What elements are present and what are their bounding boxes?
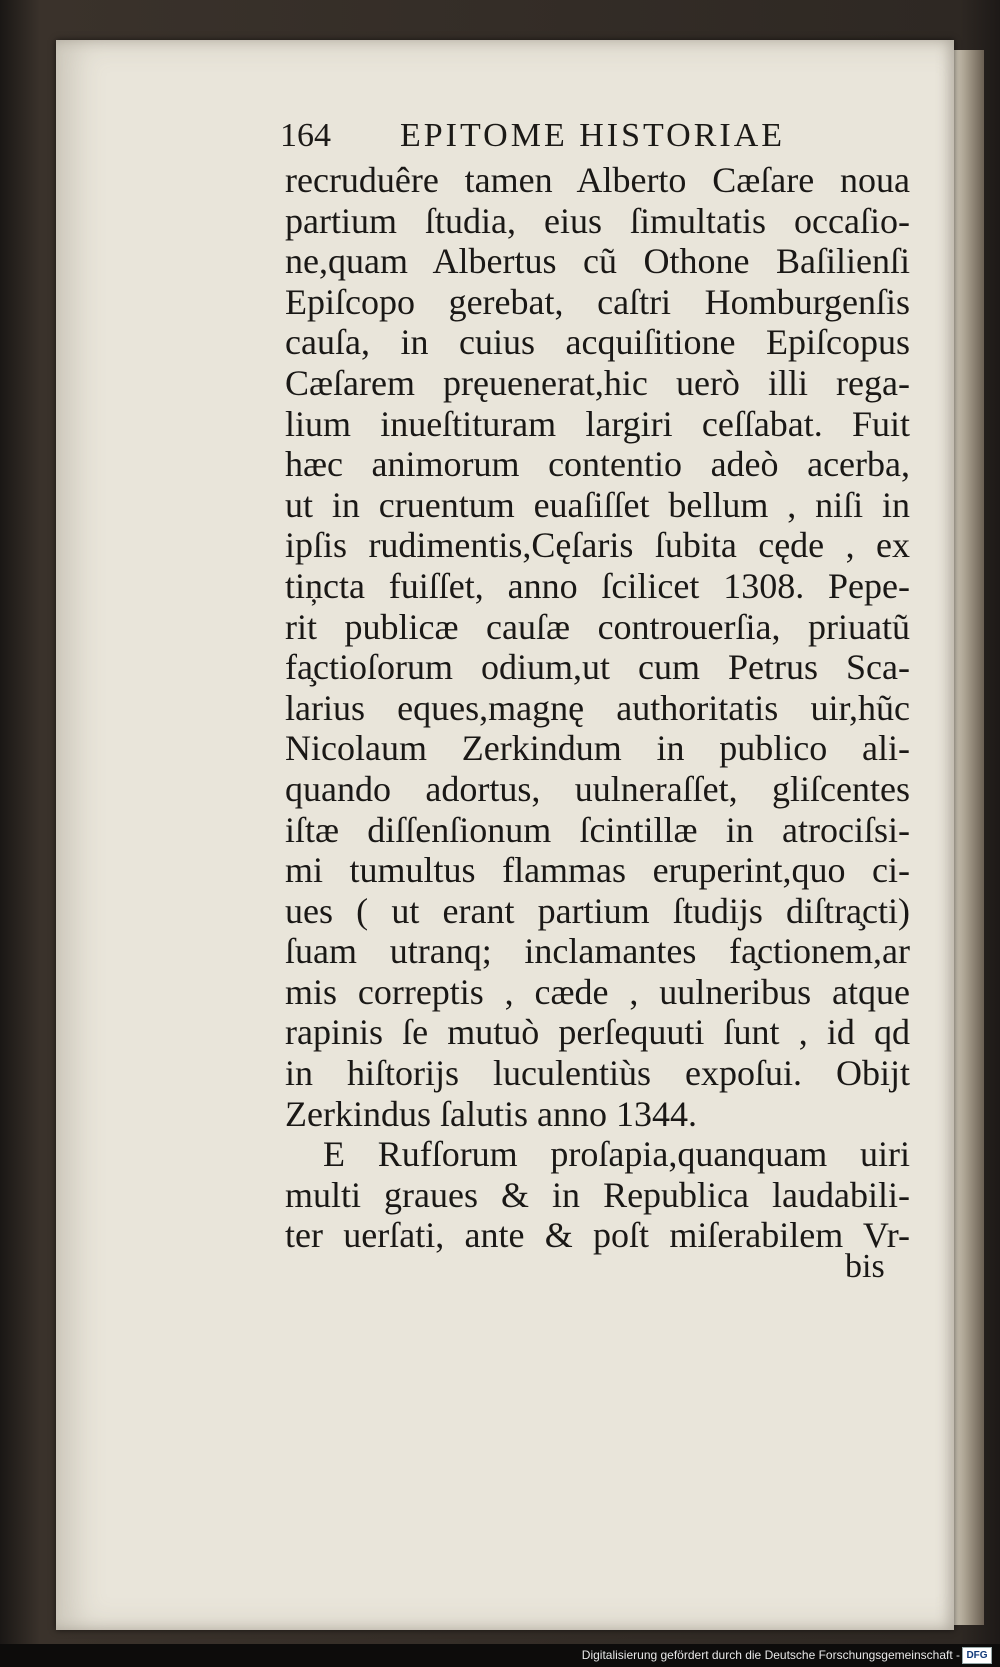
body-text [285, 160, 910, 1256]
text-line: partium ſtudia, eius ſimultatis occaſio- [285, 200, 910, 241]
running-head: EPITOME HISTORIAE [400, 117, 786, 154]
text-line: mis correptis , cæde , uulneribus atque [285, 971, 910, 1012]
text-line: Nicolaum Zerkindum in publico ali- [285, 728, 910, 769]
digitization-credit: Digitalisierung gefördert durch die Deutsche Forschungsgemeinschaft - [581, 1648, 960, 1662]
text-line: Cæſarem pręuenerat,hic uerò illi rega- [285, 362, 910, 403]
page-number: 164 [280, 117, 331, 154]
text-line: ipſis rudimentis,Cęſaris ſubita cęde , ex [285, 525, 910, 566]
text-line: ter uerſati, ante & poſt miſerabilem Vr- [285, 1215, 910, 1256]
text-line: lium inueſtituram largiri ceſſabat. Fuit [285, 403, 910, 444]
text-line: rit publicæ cauſæ controuerſia, priuatũ [285, 606, 910, 647]
page-edge [954, 50, 984, 1625]
text-line: fa̧ctioſorum odium,ut cum Petrus Sca- [285, 647, 910, 688]
text-line: tiņcta fuiſſet, anno ſcilicet 1308. Pepe- [285, 565, 910, 606]
text-line: quando adortus, uulneraſſet, gliſcentes [285, 768, 910, 809]
text-line: ſuam utranq; inclamantes fa̧ctionem,ar [285, 931, 910, 972]
text-line: Epiſcopo gerebat, caſtri Homburgenſis [285, 281, 910, 322]
text-line: ut in cruentum euaſiſſet bellum , niſi in [285, 484, 910, 525]
text-line: ues ( ut erant partium ſtudijs diſtra̧cti) [285, 890, 910, 931]
text-line: E Rufſorum proſapia,quanquam uiri [323, 1134, 910, 1175]
text-line: hæc animorum contentio adeò acerba, [285, 444, 910, 485]
text-line: ne,quam Albertus cũ Othone Baſilienſi [285, 241, 910, 282]
text-line: in hiſtorijs luculentiùs expoſui. Obijt [285, 1053, 910, 1094]
text-line: iſtæ diſſenſionum ſcintillæ in atrociſsi- [285, 809, 910, 850]
dfg-logo-icon: DFG [962, 1647, 992, 1664]
text-line: Zerkindus ſalutis anno 1344. [285, 1093, 697, 1134]
text-line: multi graues & in Republica laudabili- [285, 1174, 910, 1215]
catchword: bis [845, 1248, 885, 1285]
text-line: recruduêre tamen Alberto Cæſare noua [285, 160, 910, 200]
text-line: larius eques,magnę authoritatis uir,hũc [285, 687, 910, 728]
text-line: cauſa, in cuius acquiſitione Epiſcopus [285, 322, 910, 363]
text-line: rapinis ſe mutuò perſequuti ſunt , id qd [285, 1012, 910, 1053]
text-line: mi tumultus flammas eruperint,quo ci- [285, 850, 910, 891]
